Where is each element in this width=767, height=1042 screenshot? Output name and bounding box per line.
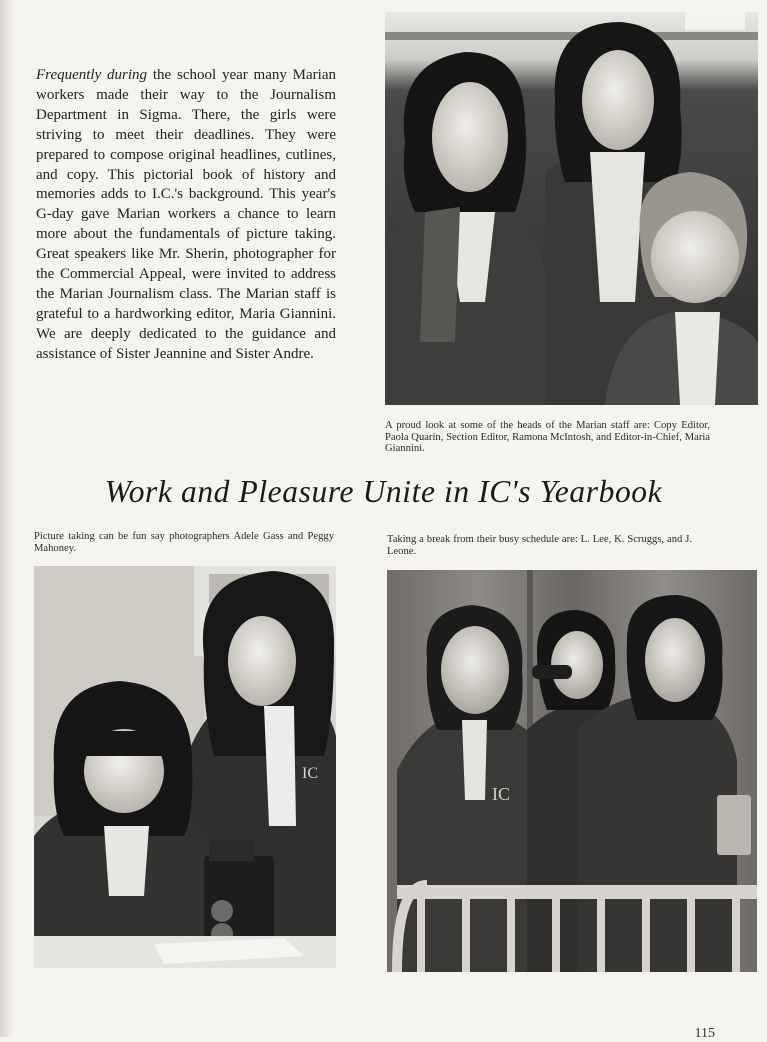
intro-body: the school year many Marian workers made their way to the Journalism Department in Sigma. There, the girls were striving to meet their deadlines. They were prepared to compose original headlines, cutlines, and copy. This pictorial book of history and memories adds to I.C.'s background. This year's G-day gave Marian workers a chance to learn more about the fundamentals of picture taking. Great speakers like Mr. Sherin, photographer for the Commercial Appeal, were invited to address the Marian Journalism class. The Marian staff is grateful to a hardworking editor, Maria Giannini. We are deeply dedicated to the guidance and assistance of Sister Jeannine and Sister Andre. [36,67,336,362]
intro-lead: Frequently during [36,67,148,83]
caption-marian-staff-heads: A proud look at some of the heads of the Marian staff are: Copy Editor, Paola Quarin, Section Editor, Ramona McIntosh, and Editor-in-Chief, Maria Giannini. [385,420,710,455]
photo-taking-break-image [387,570,757,972]
photo-photographers-image [34,566,336,968]
photo-taking-break [387,570,757,972]
caption-photographers: Picture taking can be fun say photographers Adele Gass and Peggy Mahoney. [34,531,334,554]
page-binding-shadow [0,0,14,1037]
photo-photographers [34,566,336,968]
photo-staff-heads-image [385,12,758,405]
blazer-monogram-left: IC [492,784,510,804]
photo-marian-staff-heads [385,12,758,405]
blazer-monogram-right: IC [302,765,318,782]
intro-paragraph [36,66,336,365]
page-headline: Work and Pleasure Unite in IC's Yearbook [104,474,663,509]
page-number: 115 [694,1026,715,1041]
caption-taking-break: Taking a break from their busy schedule are: L. Lee, K. Scruggs, and J. Leone. [387,534,692,557]
